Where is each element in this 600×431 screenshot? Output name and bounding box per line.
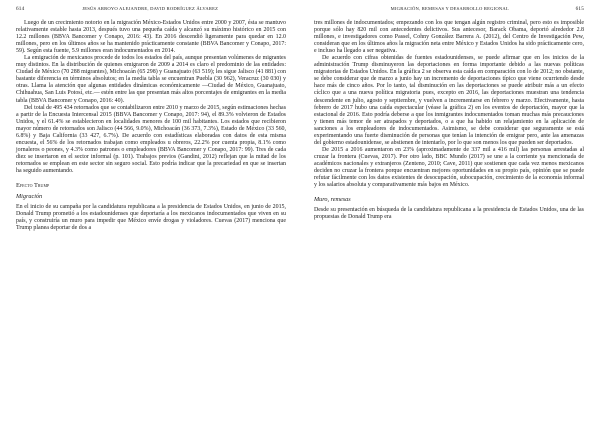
left-closing-paragraph: En el inicio de su campaña por la candidatura republicana a la presidencia de Estados Unidos, en junio de 2015, Donald Trump prometió a los estadounidenses que deportaría a los mexicanos indocumentados que viven en su país, y construiría un muro para impedir que México envíe drogas y violadores. Cuevas (2017) menciona que Trump planea deportar de dos a [16,204,286,232]
right-page-number: 615 [575,6,584,12]
right-paragraph-3: De 2015 a 2016 aumentaron en 23% (aproximadamente de 337 mil a 416 mil) las personas arrestadas al cruzar la frontera (Cuevas, 2017). Por otro lado, BBC Mundo (2017) se une a la corriente ya mencionada de académicos nacionales y extranjeros (Zenteno, 2010; Cave, 2011) que sostienen que cada vez menos mexicanos deciden no cruzar la frontera porque encuentran mejores oportunidades en su propio país, opinión que se puede refutar fácilmente con los datos existentes de desocupación, subocupación, crecimiento de la economía informal y los salarios absoluta y comparativamente más bajos en México. [314,146,584,189]
right-closing-paragraph: Desde su presentación en búsqueda de la candidatura republicana a la presidencia de Estados Unidos, una de las propuestas de Donald Trump era [314,207,584,221]
left-paragraph-3: Del total de 495 434 retornados que se contabilizaron entre 2010 y marzo de 2015, según estimaciones hechas a partir de la Encuesta Intercensal 2015 (BBVA Bancomer y Conapo, 2017: 94), el 89.3% volvieron de Estados Unidos, y el 61.4% se establecieron en localidades menores de 100 mil habitantes. Los estados que recibieron mayor número de retornados son Jalisco (44 566, 9.0%), Michoacán (36 373, 7.3%), Estado de México (33 560, 6.8%) y Baja California (33 427, 6.7%). De acuerdo con estadísticas elaboradas con datos de esta misma encuesta, el 56% de los retornados trabajan como empleados u obreros, 22.2% por cuenta propia, 8.1% como jornaleros o peones, y 4.3% como patrones o empleadores (BBVA Bancomer y Conapo, 2017: 99). Tres de cada diez se insertaron en el sector informal (p. 101). Trabajos previos (Gandini, 2012) reflejan que la mitad de los retornados se emplean en este sector sin seguro social. Esto podría indicar que la precariedad en que se insertan ha seguido aumentando. [16,104,286,174]
right-page [300,0,600,431]
left-running-head: JESÚS ARROYO ALEJANDRE, DAVID RODRÍGUEZ ÁLVAREZ [82,6,219,11]
right-paragraph-2: De acuerdo con cifras obtenidas de fuentes estadounidenses, se puede afirmar que en los inicios de la administración Trump disminuyeron las deportaciones en forma importante debido a las nuevas políticas migratorias de Estados Unidos. En la gráfica 2 se observa esta caída en comparación con lo de 2012; no obstante, se debe considerar que de marzo a junio hay un incremento de deportaciones típico que viene ocurriendo desde hace más de cinco años. Por lo tanto, tal disminución en las deportaciones se puede atribuir más a un efecto cíclico que a una nueva política migratoria pues, excepto en 2016, las deportaciones muestran una tendencia descendente en julio, agosto y septiembre, y vuelven a incrementarse en febrero y marzo. Efectivamente, hasta febrero de 2017 hubo una caída espectacular (véase la gráfica 2) en los eventos de deportación, mayor que la estacional de 2016. Esto podría deberse a que los inmigrantes indocumentados toman muchas más precauciones y tienen más temor de ser atrapados y deportados, o a que ha habido un relajamiento en la aplicación de sanciones a los empleadores de indocumentados. Asimismo, se debe considerar que seguramente se está experimentando una fuerte disminución de personas que tenían la intención de emigrar pero, ante las amenazas del gobierno estadounidense, se abstienen de intentarlo, por lo que son menos los que pueden ser deportados. [314,55,584,146]
left-paragraph-1: Luego de un crecimiento notorio en la migración México-Estados Unidos entre 2000 y 2007, ésta se mantuvo relativamente estable hasta 2013, después tuvo una pequeña caída y alcanzó su máximo histórico en 2015 con 12.2 millones (BBVA Bancomer y Conapo, 2016: 43). En 2016 descendió ligeramente para quedar en 12.0 millones, pero en los últimos años se ha mantenido prácticamente constante (BBVA Bancomer y Conapo, 2017: 59). Según esta fuente, 5.9 millones eran indocumentados en 2014. [16,20,286,55]
right-subsection-title: Muro, remesas [314,196,351,204]
right-paragraph-1: tres millones de indocumentados; empezando con los que tengan algún registro criminal, pero esto es imposible porque sólo hay 820 mil con antecedentes delictivos. Sus antecesor, Barack Obama, deportó alrededor 2.8 millones, e investigadores como Passel, Cohny González Barrera A. (2012), del Centro de Investigación Pew, consideran que en los últimos años la migración neta entre México y Estados Unidos ha sido prácticamente cero, e incluso ha llegado a ser negativa. [314,20,584,55]
left-paragraph-2: La emigración de mexicanos procede de todos los estados del país, aunque presentan volúmenes de migrantes muy distintos. En la distribución de quienes emigraron de 2009 a 2014 es claro el predominio de las entidades: Ciudad de México (70 288 migrantes), Michoacán (65 298) y Guanajuato (63 519); les sigue Jalisco (41 881) con bastante diferencia en términos absolutos; en la media tabla se encuentran Puebla (30 962), Veracruz (30 030) y otras. Llama la atención que algunas entidades dinámicas económicamente —Ciudad de México, Guanajuato, Chihuahua, San Luis Potosí, etc.— estén entre las que presentan más altos porcentajes de emigrantes en la media tabla (BBVA Bancomer y Conapo, 2016: 40). [16,55,286,104]
left-subsection-title: Migración [16,193,43,201]
left-page-header [16,6,286,18]
right-running-head: MIGRACIÓN, REMESAS Y DESARROLLO REGIONAL [390,6,509,11]
right-page-header [314,6,584,18]
left-page-number: 614 [16,6,25,12]
section-title: Efecto Trump [16,182,50,190]
